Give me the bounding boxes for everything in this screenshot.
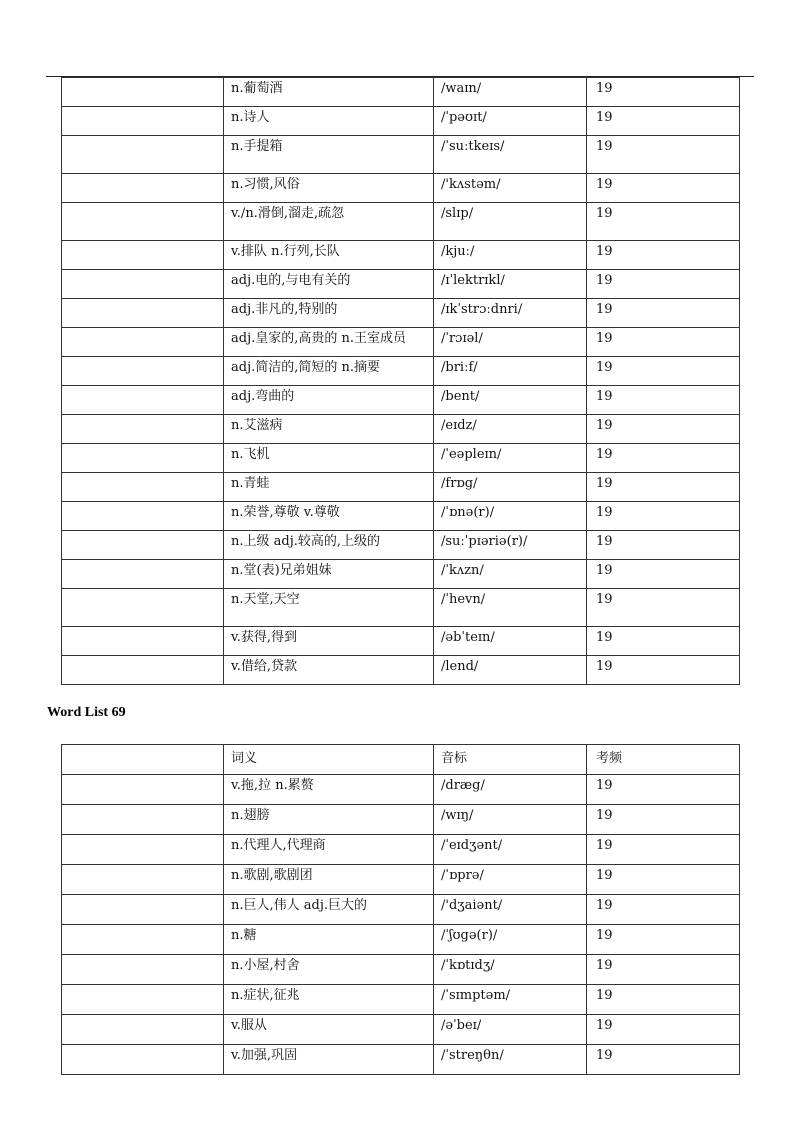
vocab-table-word-list-69 xyxy=(61,744,740,1075)
word-meaning-cell: v./n.滑倒,溜走,疏忽 xyxy=(224,203,434,241)
phonetic-cell: /'kʌstəm/ xyxy=(434,174,587,203)
phonetic-cell: /eɪdz/ xyxy=(434,415,587,444)
row-blank-cell xyxy=(62,473,224,502)
frequency-cell: 19 xyxy=(587,386,740,415)
table-row xyxy=(62,656,740,685)
header-blank-cell xyxy=(62,745,224,775)
table-row xyxy=(62,925,740,955)
frequency-cell: 19 xyxy=(587,136,740,174)
phonetic-cell: /'dʒaiənt/ xyxy=(434,895,587,925)
phonetic-cell: /ˈstreŋθn/ xyxy=(434,1045,587,1075)
phonetic-cell: /bent/ xyxy=(434,386,587,415)
word-meaning-cell: n.堂(表)兄弟姐妹 xyxy=(224,560,434,589)
table-row xyxy=(62,415,740,444)
frequency-cell: 19 xyxy=(587,107,740,136)
frequency-cell: 19 xyxy=(587,203,740,241)
row-blank-cell xyxy=(62,299,224,328)
phonetic-cell: /ˈkʌzn/ xyxy=(434,560,587,589)
word-meaning-cell: n.代理人,代理商 xyxy=(224,835,434,865)
word-meaning-cell: n.习惯,风俗 xyxy=(224,174,434,203)
row-blank-cell xyxy=(62,835,224,865)
word-meaning-cell: adj.电的,与电有关的 xyxy=(224,270,434,299)
word-meaning-cell: n.青蛙 xyxy=(224,473,434,502)
frequency-cell: 19 xyxy=(587,241,740,270)
phonetic-cell: /ˈɒprə/ xyxy=(434,865,587,895)
word-meaning-cell: v.借给,贷款 xyxy=(224,656,434,685)
table-row xyxy=(62,107,740,136)
phonetic-cell: /ɪkˈstrɔːdnri/ xyxy=(434,299,587,328)
word-meaning-cell: n.手提箱 xyxy=(224,136,434,174)
header-frequency: 考频 xyxy=(587,745,740,775)
word-meaning-cell: adj.弯曲的 xyxy=(224,386,434,415)
row-blank-cell xyxy=(62,502,224,531)
phonetic-cell: /briːf/ xyxy=(434,357,587,386)
frequency-cell: 19 xyxy=(587,78,740,107)
frequency-cell: 19 xyxy=(587,1015,740,1045)
frequency-cell: 19 xyxy=(587,589,740,627)
word-meaning-cell: adj.简洁的,简短的 n.摘要 xyxy=(224,357,434,386)
phonetic-cell: /suːˈpɪəriə(r)/ xyxy=(434,531,587,560)
word-meaning-cell: n.艾滋病 xyxy=(224,415,434,444)
table-row xyxy=(62,328,740,357)
row-blank-cell xyxy=(62,865,224,895)
vocab-table-continued xyxy=(61,77,740,685)
table-row xyxy=(62,502,740,531)
table-row xyxy=(62,805,740,835)
frequency-cell: 19 xyxy=(587,473,740,502)
row-blank-cell xyxy=(62,925,224,955)
header-phonetic: 音标 xyxy=(434,745,587,775)
frequency-cell: 19 xyxy=(587,415,740,444)
table-row xyxy=(62,270,740,299)
table-row xyxy=(62,1015,740,1045)
table-row xyxy=(62,895,740,925)
phonetic-cell: /lend/ xyxy=(434,656,587,685)
phonetic-cell: /waɪn/ xyxy=(434,78,587,107)
frequency-cell: 19 xyxy=(587,656,740,685)
phonetic-cell: /əˈbeɪ/ xyxy=(434,1015,587,1045)
table-row xyxy=(62,386,740,415)
phonetic-cell: /frɒg/ xyxy=(434,473,587,502)
word-meaning-cell: n.天堂,天空 xyxy=(224,589,434,627)
row-blank-cell xyxy=(62,1045,224,1075)
phonetic-cell: /ˈsuːtkeɪs/ xyxy=(434,136,587,174)
row-blank-cell xyxy=(62,985,224,1015)
word-meaning-cell: n.上级 adj.较高的,上级的 xyxy=(224,531,434,560)
word-meaning-cell: n.歌剧,歌剧团 xyxy=(224,865,434,895)
word-meaning-cell: adj.皇家的,高贵的 n.王室成员 xyxy=(224,328,434,357)
frequency-cell: 19 xyxy=(587,174,740,203)
frequency-cell: 19 xyxy=(587,502,740,531)
frequency-cell: 19 xyxy=(587,357,740,386)
frequency-cell: 19 xyxy=(587,805,740,835)
word-meaning-cell: v.加强,巩固 xyxy=(224,1045,434,1075)
row-blank-cell xyxy=(62,560,224,589)
table-row xyxy=(62,299,740,328)
row-blank-cell xyxy=(62,444,224,473)
row-blank-cell xyxy=(62,241,224,270)
table-header-row xyxy=(62,745,740,775)
row-blank-cell xyxy=(62,328,224,357)
phonetic-cell: /ˈrɔɪəl/ xyxy=(434,328,587,357)
table-row xyxy=(62,473,740,502)
frequency-cell: 19 xyxy=(587,895,740,925)
table-row xyxy=(62,835,740,865)
row-blank-cell xyxy=(62,78,224,107)
row-blank-cell xyxy=(62,656,224,685)
header-meaning: 词义 xyxy=(224,745,434,775)
word-meaning-cell: n.糖 xyxy=(224,925,434,955)
word-meaning-cell: n.症状,征兆 xyxy=(224,985,434,1015)
table-row xyxy=(62,444,740,473)
phonetic-cell: /kjuː/ xyxy=(434,241,587,270)
phonetic-cell: /wɪŋ/ xyxy=(434,805,587,835)
row-blank-cell xyxy=(62,1015,224,1045)
row-blank-cell xyxy=(62,107,224,136)
table-row xyxy=(62,531,740,560)
row-blank-cell xyxy=(62,805,224,835)
word-meaning-cell: adj.非凡的,特别的 xyxy=(224,299,434,328)
word-meaning-cell: v.获得,得到 xyxy=(224,627,434,656)
table-row xyxy=(62,775,740,805)
word-meaning-cell: v.服从 xyxy=(224,1015,434,1045)
frequency-cell: 19 xyxy=(587,775,740,805)
table-row xyxy=(62,174,740,203)
table-row xyxy=(62,357,740,386)
frequency-cell: 19 xyxy=(587,299,740,328)
word-meaning-cell: n.巨人,伟人 adj.巨大的 xyxy=(224,895,434,925)
phonetic-cell: /ˈkɒtɪdʒ/ xyxy=(434,955,587,985)
table-row xyxy=(62,589,740,627)
table-row xyxy=(62,241,740,270)
phonetic-cell: /ˈeəpleɪn/ xyxy=(434,444,587,473)
word-meaning-cell: v.拖,拉 n.累赘 xyxy=(224,775,434,805)
frequency-cell: 19 xyxy=(587,627,740,656)
phonetic-cell: /ˈeɪdʒənt/ xyxy=(434,835,587,865)
row-blank-cell xyxy=(62,357,224,386)
phonetic-cell: /ˈɒnə(r)/ xyxy=(434,502,587,531)
row-blank-cell xyxy=(62,174,224,203)
table-row xyxy=(62,865,740,895)
word-meaning-cell: v.排队 n.行列,长队 xyxy=(224,241,434,270)
frequency-cell: 19 xyxy=(587,444,740,473)
row-blank-cell xyxy=(62,589,224,627)
phonetic-cell: /slɪp/ xyxy=(434,203,587,241)
frequency-cell: 19 xyxy=(587,925,740,955)
frequency-cell: 19 xyxy=(587,531,740,560)
frequency-cell: 19 xyxy=(587,270,740,299)
frequency-cell: 19 xyxy=(587,985,740,1015)
table-row xyxy=(62,203,740,241)
table-row xyxy=(62,1045,740,1075)
frequency-cell: 19 xyxy=(587,865,740,895)
word-meaning-cell: n.荣誉,尊敬 v.尊敬 xyxy=(224,502,434,531)
frequency-cell: 19 xyxy=(587,328,740,357)
frequency-cell: 19 xyxy=(587,835,740,865)
row-blank-cell xyxy=(62,415,224,444)
word-meaning-cell: n.诗人 xyxy=(224,107,434,136)
frequency-cell: 19 xyxy=(587,955,740,985)
row-blank-cell xyxy=(62,895,224,925)
phonetic-cell: /ˈsɪmptəm/ xyxy=(434,985,587,1015)
phonetic-cell: /əbˈteɪn/ xyxy=(434,627,587,656)
word-meaning-cell: n.飞机 xyxy=(224,444,434,473)
table-row xyxy=(62,985,740,1015)
row-blank-cell xyxy=(62,203,224,241)
word-meaning-cell: n.葡萄酒 xyxy=(224,78,434,107)
table-row xyxy=(62,78,740,107)
section-heading: Word List 69 xyxy=(47,705,126,720)
row-blank-cell xyxy=(62,386,224,415)
table-row xyxy=(62,627,740,656)
table-row xyxy=(62,136,740,174)
word-meaning-cell: n.翅膀 xyxy=(224,805,434,835)
row-blank-cell xyxy=(62,955,224,985)
phonetic-cell: /ɪˈlektrɪkl/ xyxy=(434,270,587,299)
row-blank-cell xyxy=(62,136,224,174)
phonetic-cell: /ˈpəʊɪt/ xyxy=(434,107,587,136)
table-row xyxy=(62,955,740,985)
word-meaning-cell: n.小屋,村舍 xyxy=(224,955,434,985)
frequency-cell: 19 xyxy=(587,560,740,589)
row-blank-cell xyxy=(62,531,224,560)
phonetic-cell: /dræg/ xyxy=(434,775,587,805)
phonetic-cell: /ˈhevn/ xyxy=(434,589,587,627)
row-blank-cell xyxy=(62,270,224,299)
frequency-cell: 19 xyxy=(587,1045,740,1075)
row-blank-cell xyxy=(62,775,224,805)
table-row xyxy=(62,560,740,589)
phonetic-cell: /ˈʃʊgə(r)/ xyxy=(434,925,587,955)
row-blank-cell xyxy=(62,627,224,656)
